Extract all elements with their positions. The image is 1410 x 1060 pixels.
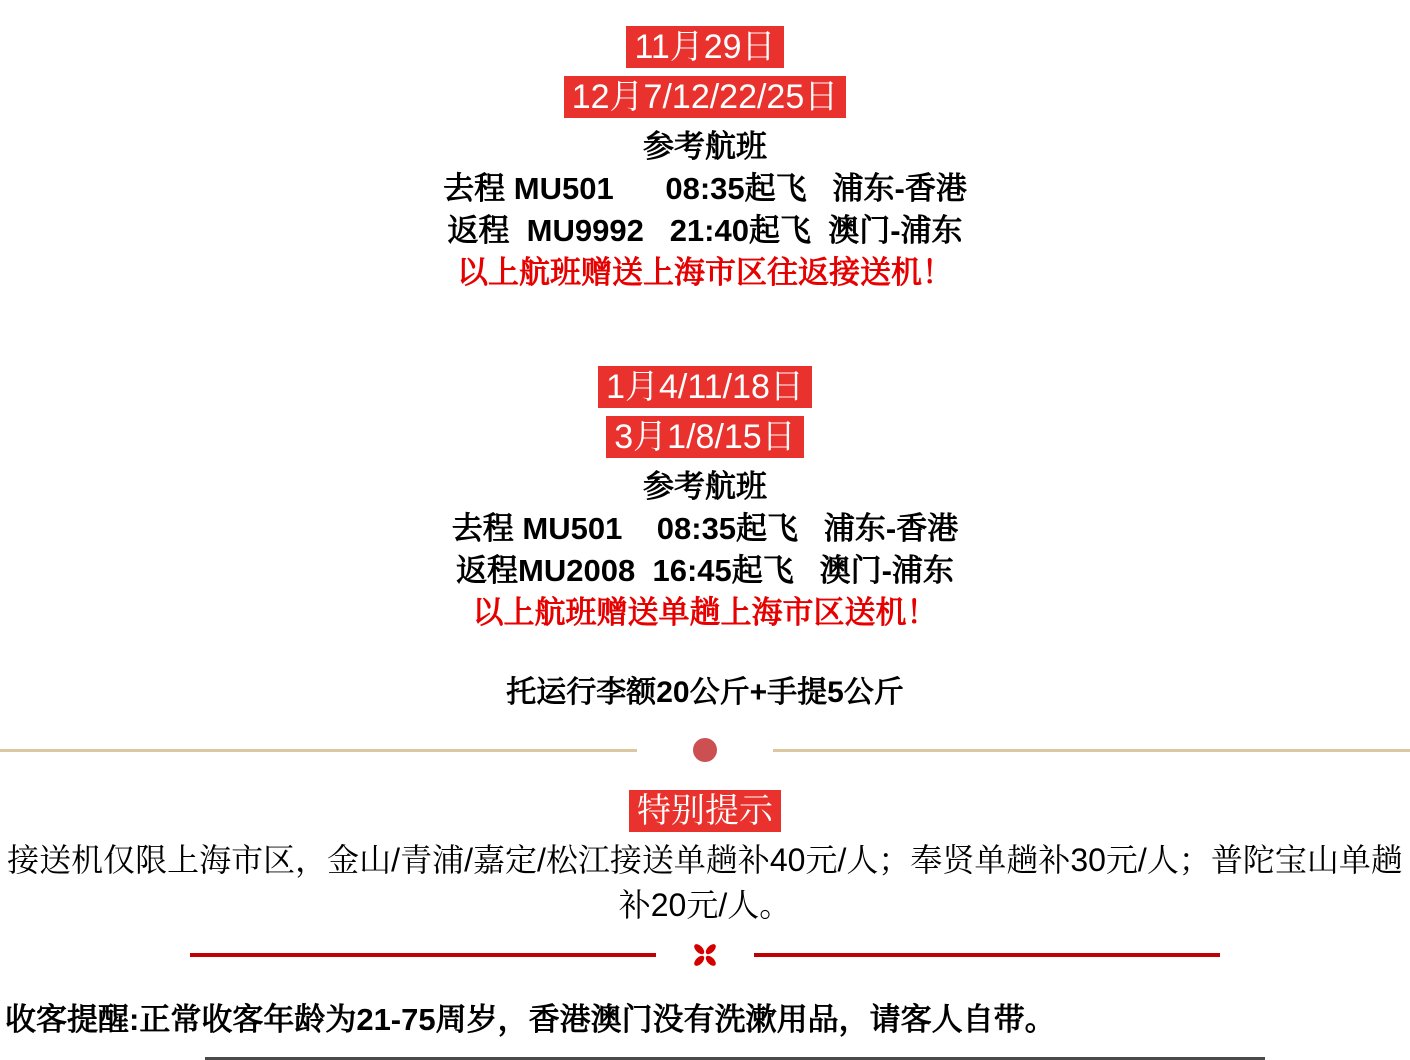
dot-ornament-icon xyxy=(693,738,717,762)
date-badge-row xyxy=(0,366,1410,408)
petal-divider xyxy=(190,940,1220,970)
transfer-bonus-note: 以上航班赠送单趟上海市区送机！ xyxy=(472,595,938,630)
four-petal-ornament-icon xyxy=(690,940,720,970)
date-badge: 1月4/11/18日 xyxy=(598,366,812,408)
date-badge: 3月1/8/15日 xyxy=(606,416,803,458)
divider-line xyxy=(754,953,1220,957)
special-notice-title-row xyxy=(0,790,1410,832)
guest-reminder-line: 收客提醒:正常收客年龄为21-75周岁，香港澳门没有洗漱用品，请客人自带。 xyxy=(5,1002,1056,1037)
reference-flights-title: 参考航班 xyxy=(643,469,767,504)
special-notice-badge: 特别提示 xyxy=(629,790,781,832)
date-badge-row xyxy=(0,76,1410,118)
date-badge: 12月7/12/22/25日 xyxy=(564,76,847,118)
date-badge-row xyxy=(0,26,1410,68)
date-badge: 11月29日 xyxy=(626,26,783,68)
dot-divider xyxy=(0,738,1410,762)
transfer-bonus-note: 以上航班赠送上海市区往返接送机！ xyxy=(457,255,953,290)
flight-section-jan-mar xyxy=(0,366,1410,634)
outbound-flight-line: 去程 MU501 08:35起飞 浦东-香港 xyxy=(451,511,959,546)
divider-line xyxy=(190,953,656,957)
return-flight-line: 返程MU2008 16:45起飞 澳门-浦东 xyxy=(456,553,954,588)
date-badge-row xyxy=(0,416,1410,458)
outbound-flight-line: 去程 MU501 08:35起飞 浦东-香港 xyxy=(443,171,967,206)
return-flight-line: 返程 MU9992 21:40起飞 澳门-浦东 xyxy=(447,213,963,248)
divider-line xyxy=(0,749,637,752)
baggage-allowance-line: 托运行李额20公斤+手提5公斤 xyxy=(506,676,904,709)
flight-section-nov-dec xyxy=(0,26,1410,294)
divider-line xyxy=(773,749,1410,752)
special-notice-body: 接送机仅限上海市区，金山/青浦/嘉定/松江接送单趟补40元/人；奉贤单趟补30元/人；普陀宝山单趟补20元/人。 xyxy=(7,842,1403,923)
reference-flights-title: 参考航班 xyxy=(643,129,767,164)
